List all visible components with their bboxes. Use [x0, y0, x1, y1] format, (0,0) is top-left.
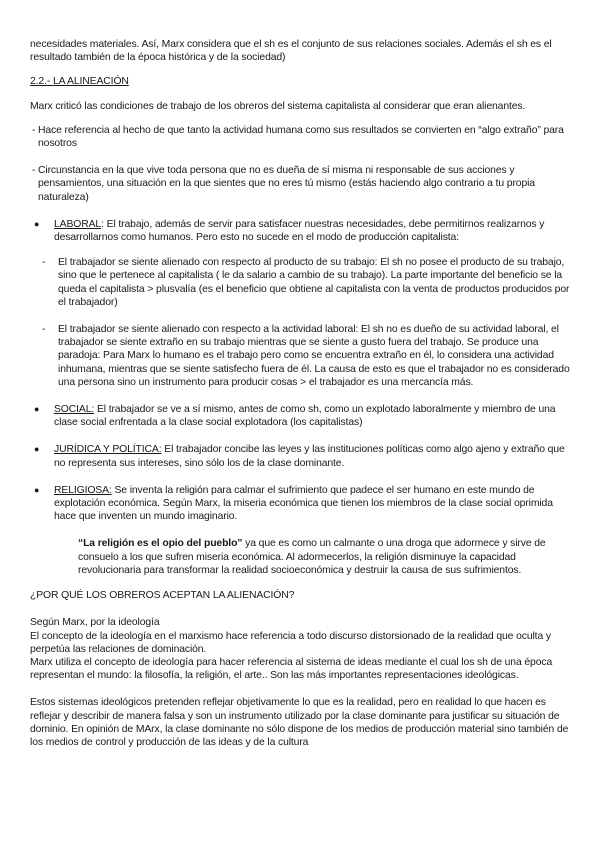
intro-paragraph: necesidades materiales. Así, Marx considera que el sh es el conjunto de sus relaciones sociales. Además el sh es el resultado también de la época histórica y de la sociedad) [30, 39, 552, 64]
juridica-text: El trabajador concibe las leyes y las instituciones políticas como algo ajeno y extraño que no representa sus intereses, sino sólo los de la clase dominante. [54, 444, 565, 469]
dash-item [32, 124, 574, 150]
bullet-marker: ● [34, 404, 40, 415]
social-text: El trabajador se ve a sí mismo, antes de como sh, como un explotado laboralmente y miembro de una clase social enfrentada a la clase social explotadora (los capitalistas) [54, 404, 556, 429]
bullet-laboral [30, 218, 574, 244]
bullet-marker: ● [34, 444, 40, 455]
closing-paragraph: Estos sistemas ideológicos pretenden reflejar objetivamente lo que es la realidad, pero en realidad lo que hacen es reflejar y describir de manera falsa y son un instrumento utilizado por la clase dominante para justificar su situación de dominio. En opinión de MArx, la clase dominante no sólo dispone de los medios de producción material sino también de los medios de control y producción de las ideas y de la cultura [30, 697, 569, 748]
dash-marker: - [32, 165, 36, 177]
laboral-sub-item [40, 256, 574, 309]
ideology-line: Según Marx, por la ideología [30, 617, 160, 629]
bullet-marker: ● [34, 484, 40, 495]
religion-quote: “La religión es el opio del pueblo” [78, 538, 243, 550]
dash-marker: - [42, 257, 46, 269]
religiosa-term: RELIGIOSA: [54, 484, 112, 496]
religion-quote-text: ya que es como un calmante o una droga que adormece y sirve de consuelo a los que sufren miseria económica. Al adormecerlos, la religión disminuye la capacidad revolucionaria para transformar la realidad socioeconómica y destruir la causa de sus sufrimientos. [78, 538, 546, 576]
laboral-sub-item [40, 323, 574, 389]
dash-item-text: Hace referencia al hecho de que tanto la actividad humana como sus resultados se convierten en “algo extraño” para nosotros [38, 124, 564, 150]
critique-paragraph: Marx criticó las condiciones de trabajo de los obreros del sistema capitalista al considerar que eran alienantes. [30, 100, 526, 112]
laboral-term: LABORAL [54, 218, 102, 230]
ideology-line: El concepto de la ideología en el marxismo hace referencia a todo discurso distorsionado de la realidad que oculta y perpetúa las relaciones de dominación. [30, 630, 551, 655]
section-heading: 2.2.- LA ALINEACIÓN [30, 76, 129, 88]
social-term: SOCIAL: [54, 404, 95, 416]
ideology-block [30, 616, 574, 682]
bullet-juridica [30, 443, 574, 469]
laboral-sub-text: El trabajador se siente alienado con respecto al producto de su trabajo: El sh no posee el producto de su trabajo, sino que le pertenece al capitalista ( le da salario a cambio de su trabajo). La parte importante del beneficio se la queda el capitalista > plusvalía (es el beneficio que obtiene al capitalista con la venta de productos producidos por el trabajador) [58, 257, 570, 308]
dash-item [32, 164, 574, 204]
laboral-sub-text: El trabajador se siente alienado con respecto a la actividad laboral: El sh no es dueño de su actividad laboral, el trabajador se siente extraño en su trabajo mientras que se siente a gusto fuera del trabajo. Se produce una paradoja: Para Marx lo humano es el trabajo pero como se encuentra extraño en él, lo considera una actividad inhumana, mientras que se siente satisfecho fuera de él. La causa de esto es que el trabajador no es considerado una persona sino un instrumento para producir cosas > el trabajador es una mercancía más. [58, 324, 570, 388]
bullet-religiosa [30, 484, 574, 524]
bullet-marker: ● [34, 218, 40, 229]
dash-item-text: Circunstancia en la que vive toda persona que no es dueña de sí misma ni responsable de sus acciones y pensamientos, una situación en la que sientes que no eres tú mismo (estás haciendo algo contrario a tu propia naturaleza) [38, 165, 535, 203]
religiosa-text: Se inventa la religión para calmar el sufrimiento que padece el ser humano en este mundo de explotación económica. Según Marx, la miseria económica que tienen los miembros de la clase social oprimida hace que inventen un mundo imaginario. [54, 484, 553, 523]
dash-marker: - [32, 124, 36, 136]
bullet-social [30, 403, 574, 429]
ideology-line: Marx utiliza el concepto de ideología para hacer referencia al sistema de ideas mediante el cual los sh de una época representan el mundo: la filosofía, la religión, el arte.. Son las más importantes representaciones ideológicas. [30, 656, 553, 682]
laboral-text: : El trabajo, además de servir para satisfacer nuestras necesidades, debe permitirnos realizarnos y desarrollarnos como humanos. Pero esto no sucede en el modo de producción capitalista: [54, 218, 545, 244]
question-heading: ¿POR QUÉ LOS OBREROS ACEPTAN LA ALIENACIÓN? [30, 590, 295, 602]
religion-quote-paragraph [78, 537, 574, 577]
dash-marker: - [42, 324, 46, 336]
juridica-term: JURÍDICA Y POLÍTICA: [54, 444, 162, 456]
